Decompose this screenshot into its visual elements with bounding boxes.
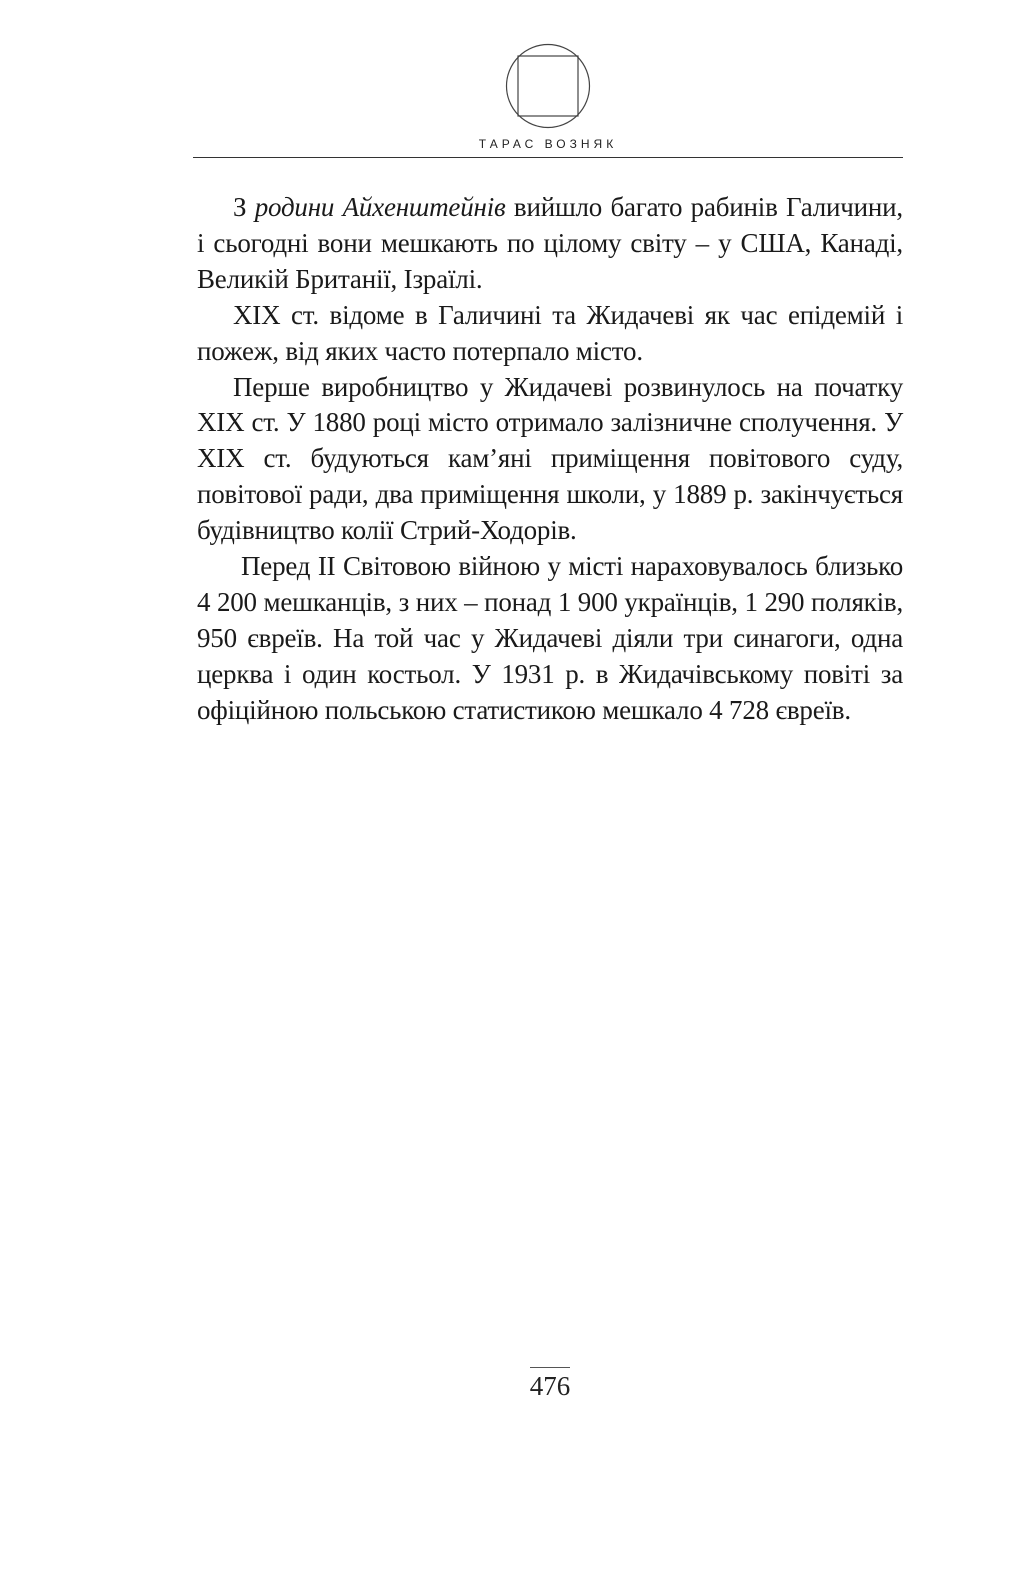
page-number <box>0 1367 1024 1403</box>
paragraph-4: Перед II Світовою війною у місті нараховувалось близько 4 200 мешканців, з них – понад 1 900 українців, 1 290 поляків, 950 євреїв. На той час у Жидачеві діяли три синагоги, одна церква і один костьол. У 1931 р. в Жидачівському повіті за офіційною польською статистикою мешкало 4 728 євреїв. <box>197 551 903 725</box>
running-header-author: ТАРАС ВОЗНЯК <box>478 137 618 151</box>
header-divider <box>193 157 903 158</box>
paragraph-1-rest: вийшло багато рабинів Галичини, і сьогодні вони мешкають по цілому світу – у США, Канаді, Великій Британії, Ізраїлі. <box>197 192 903 294</box>
page-number-value: 476 <box>530 1367 571 1403</box>
main-text <box>197 190 903 729</box>
paragraph-2: XIX ст. відоме в Галичині та Жидачеві як час епідемій і пожеж, від яких часто потерпало місто. <box>197 299 903 366</box>
paragraph-1-lead: З <box>233 192 255 222</box>
paragraph-3: Перше виробництво у Жидачеві розвинулось на початку XIX ст. У 1880 році місто отримало залізничне сполучення. У XIX ст. будуються кам’яні приміщення повітового суду, повітової ради, два приміщення школи, у 1889 р. закінчується будівництво колії Стрий-Ходорів. <box>197 371 903 546</box>
paragraph-1-italic: родини Айхенштейнів <box>254 192 506 222</box>
paragraph-1 <box>197 190 903 298</box>
circle-square-emblem-icon <box>505 43 591 129</box>
